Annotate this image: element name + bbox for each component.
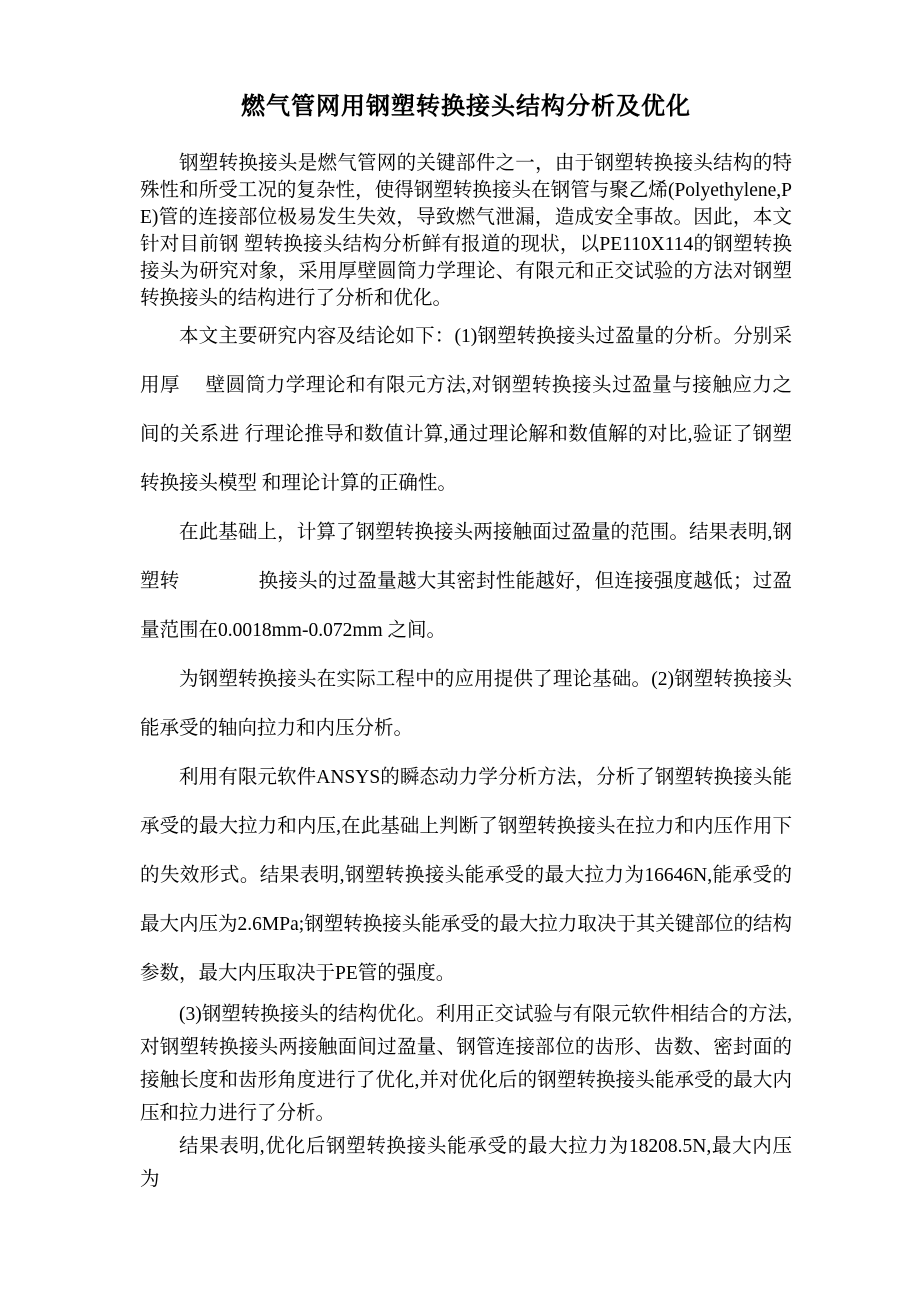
paragraph-intro: 钢塑转换接头是燃气管网的关键部件之一，由于钢塑转换接头结构的特殊性和所受工况的复杂性，使得钢塑转换接头在钢管与聚乙烯(Polyethylene,PE)管的连接部位极易发生失效，导致燃气泄漏，造成安全事故。因此，本文针对目前钢 塑转换接头结构分析鲜有报道的现状，以PE110X114的钢塑转换接头为研究对象，采用厚壁圆筒力学理论、有限元和正交试验的方法对钢塑转换接头的结构进行了分析和优化。 <box>140 153 792 309</box>
paragraph-ansys-analysis: 利用有限元软件ANSYS的瞬态动力学分析方法，分析了钢塑转换接头能承受的最大拉力和内压,在此基础上判断了钢塑转换接头在拉力和内压作用下的失效形式。结果表明,钢塑转换接头能承受的最大拉力为16646N,能承受的最大内压为2.6MPa;钢塑转换接头能承受的最大拉力取决于其关键部位的结构参数，最大内压取决于PE管的强度。 <box>140 767 792 984</box>
paragraph-structure-optimization: (3)钢塑转换接头的结构优化。利用正交试验与有限元软件相结合的方法,对钢塑转换接头两接触面间过盈量、钢管连接部位的齿形、齿数、密封面的接触长度和齿形角度进行了优化,并对优化后的钢塑转换接头能承受的最大内压和拉力进行了分析。 <box>140 1004 792 1124</box>
paragraph-interference-range: 在此基础上，计算了钢塑转换接头两接触面过盈量的范围。结果表明,钢塑转 换接头的过盈量越大其密封性能越好，但连接强度越低；过盈量范围在0.0018mm-0.072mm 之间。 <box>140 522 792 641</box>
paragraph-optimized-results: 结果表明,优化后钢塑转换接头能承受的最大拉力为18208.5N,最大内压为 <box>140 1136 792 1190</box>
paragraph-research-content: 本文主要研究内容及结论如下：(1)钢塑转换接头过盈量的分析。分别采用厚 壁圆筒力学理论和有限元方法,对钢塑转换接头过盈量与接触应力之间的关系进 行理论推导和数值计算,通过理论解和数值解的对比,验证了钢塑转换接头模型 和理论计算的正确性。 <box>140 326 792 494</box>
document-title: 燃气管网用钢塑转换接头结构分析及优化 <box>241 94 691 120</box>
paragraph-theoretical-basis: 为钢塑转换接头在实际工程中的应用提供了理论基础。(2)钢塑转换接头能承受的轴向拉力和内压分析。 <box>140 669 792 739</box>
